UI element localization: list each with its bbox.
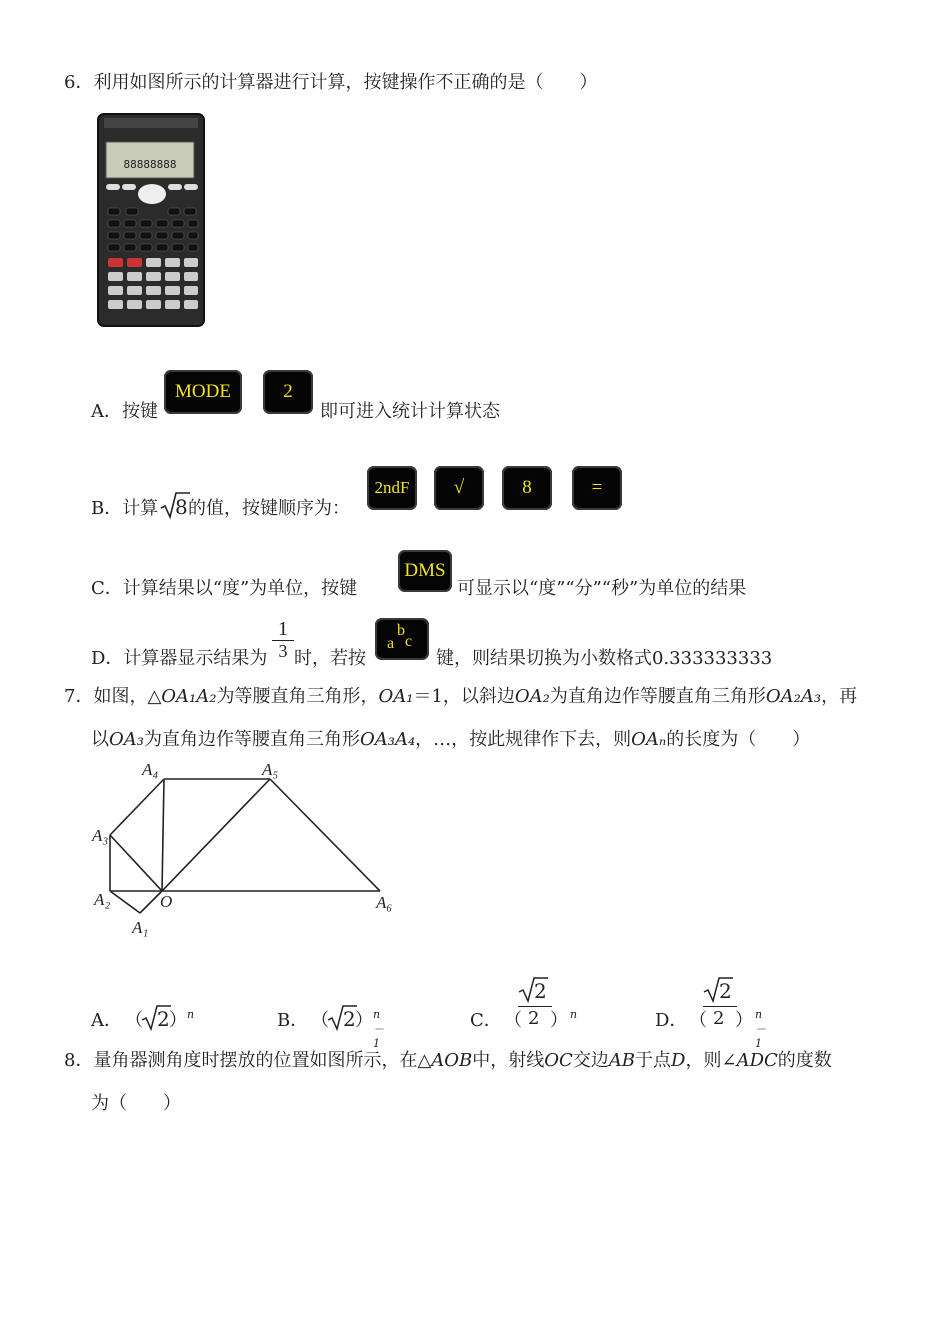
fraction-key: a b c [375, 618, 429, 660]
label-a4: A₄ [142, 760, 159, 779]
q6-stem: 6．利用如图所示的计算器进行计算，按键操作不正确的是（ ） [64, 72, 598, 93]
calculator-image [96, 112, 208, 328]
label-a3: A₃ [92, 826, 109, 845]
mode-key: MODE [164, 370, 242, 414]
q6-option-b-mid: 的值，按键顺序为： [188, 498, 350, 519]
calculator-display: 88888888 [123, 158, 177, 171]
q6-option-d-mid: 时，若按 [294, 648, 366, 669]
q6-option-a-prefix: A．按键 [91, 401, 158, 422]
q8-line1: 8．量角器测角度时摆放的位置如图所示，在△AOB中，射线OC交边AB于点D，则∠ADC的度数 [64, 1050, 832, 1071]
label-a1: A₁ [132, 918, 149, 937]
q6-option-d-suffix: 键，则结果切换为小数格式0.333333333 [436, 648, 773, 669]
dms-key: DMS [398, 550, 452, 592]
q6-option-d-prefix: D．计算器显示结果为 [91, 648, 268, 669]
two-key: 2 [263, 370, 313, 414]
q6-option-c-suffix: 可显示以“度”“分”“秒”为单位的结果 [457, 578, 747, 599]
second-function-key: 2ndF [367, 466, 417, 510]
label-a6: A₆ [376, 893, 393, 912]
equals-key: = [572, 466, 622, 510]
q7-line2: 以OA₃为直角边作等腰直角三角形OA₃A₄，…，按此规律作下去，则OAₙ的长度为（ ） [91, 729, 811, 750]
q7-line1: 7．如图，△OA₁A₂为等腰直角三角形，OA₁＝1，以斜边OA₂为直角边作等腰直角三角形OA₂A₃，再 [64, 686, 858, 707]
fraction-one-third: $\frac{1}{3}$ [272, 618, 294, 661]
q6-option-c-prefix: C．计算结果以“度”为单位，按键 [91, 578, 358, 599]
q8-line2: 为（ ） [91, 1093, 181, 1114]
q6-option-a-suffix: 即可进入统计计算状态 [320, 401, 500, 422]
eight-key: 8 [502, 466, 552, 510]
label-a2: A₂ [94, 890, 111, 909]
label-a5: A₅ [262, 760, 279, 779]
sqrt-key: √ [434, 466, 484, 510]
q7-spiral-figure [80, 755, 420, 945]
label-o: O [160, 892, 173, 911]
q6-option-b-radicand: 8 [175, 495, 188, 519]
q6-option-b-prefix: B．计算 [91, 498, 159, 519]
